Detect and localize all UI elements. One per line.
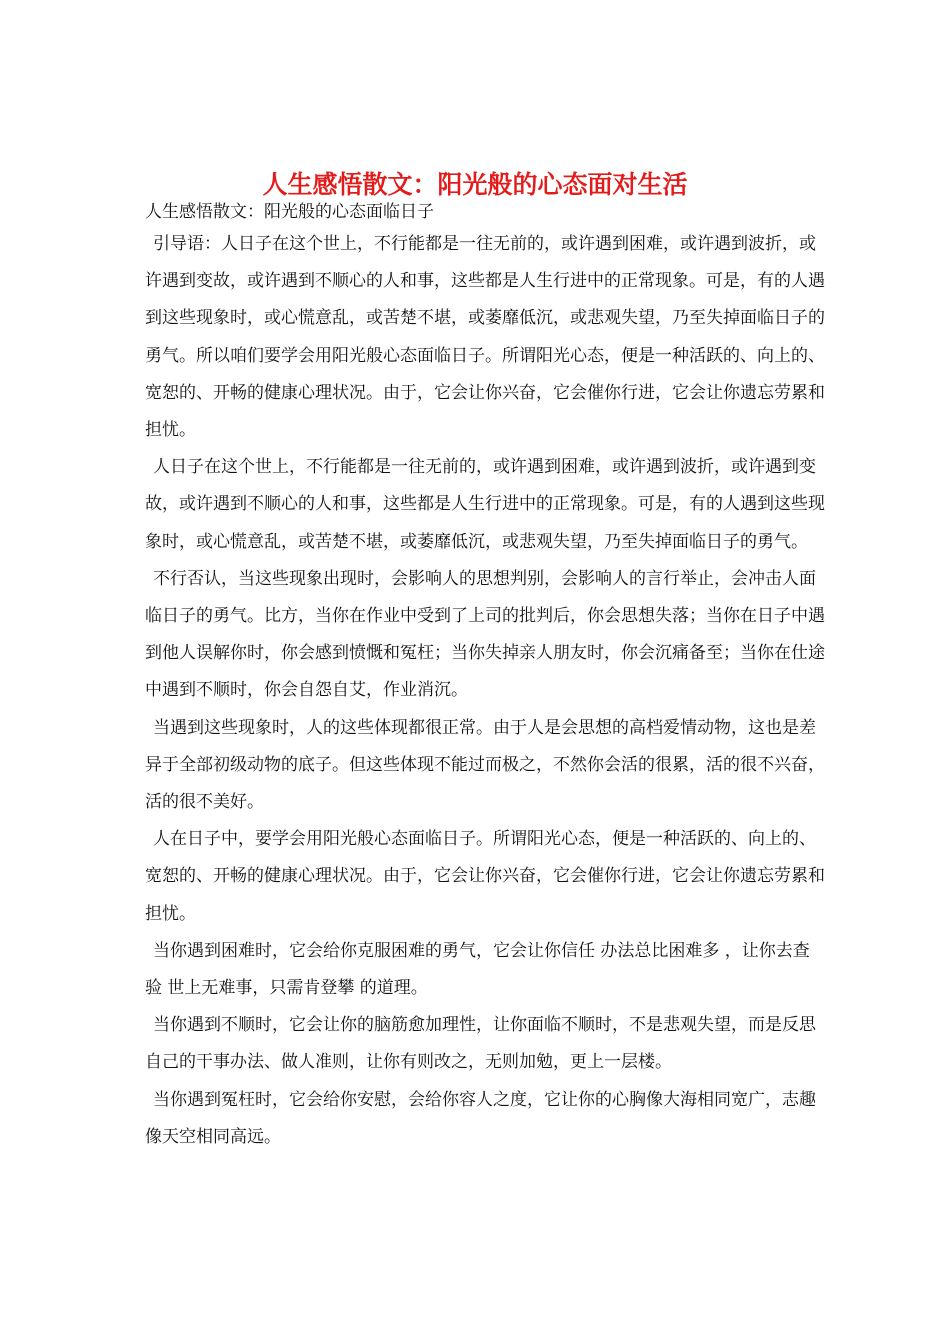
document-body (145, 199, 825, 1156)
document-subtitle: 人生感悟散文：阳光般的心态面临日子 (145, 202, 434, 222)
paragraph: 当你遇到冤枉时，它会给你安慰，会给你容人之度，它让你的心胸像大海相同宽广，志趣像天空相同高远。 (145, 1089, 816, 1147)
paragraph: 人日子在这个世上，不行能都是一往无前的，或许遇到困难，或许遇到波折，或许遇到变故，或许遇到不顺心的人和事，这些都是人生行进中的正常现象。可是，有的人遇到这些现象时，或心慌意乱，或苦楚不堪，或萎靡低沉，或悲观失望，乃至失掉面临日子的勇气。 (145, 457, 825, 552)
paragraph: 人在日子中，要学会用阳光般心态面临日子。所谓阳光心态，便是一种活跃的、向上的、宽恕的、开畅的健康心理状况。由于，它会让你兴奋，它会催你行进，它会让你遗忘劳累和担忧。 (145, 829, 825, 924)
paragraph: 不行否认，当这些现象出现时，会影响人的思想判别，会影响人的言行举止，会冲击人面临日子的勇气。比方，当你在作业中受到了上司的批判后，你会思想失落；当你在日子中遇到他人误解你时，你会感到愤慨和冤枉；当你失掉亲人朋友时，你会沉痛备至；当你在仕途中遇到不顺时，你会自怨自艾，作业消沉。 (145, 568, 825, 701)
paragraph: 引导语：人日子在这个世上，不行能都是一往无前的，或许遇到困难，或许遇到波折，或许遇到变故，或许遇到不顺心的人和事，这些都是人生行进中的正常现象。可是，有的人遇到这些现象时，或心慌意乱，或苦楚不堪，或萎靡低沉，或悲观失望，乃至失掉面临日子的勇气。所以咱们要学会用阳光般心态面临日子。所谓阳光心态，便是一种活跃的、向上的、宽恕的、开畅的健康心理状况。由于，它会让你兴奋，它会催你行进，它会让你遗忘劳累和担忧。 (145, 234, 825, 441)
paragraph: 当遇到这些现象时，人的这些体现都很正常。由于人是会思想的高档爱情动物，这也是差异于全部初级动物的底子。但这些体现不能过而极之，不然你会活的很累，活的很不兴奋，活的很不美好。 (145, 717, 825, 813)
document-title: 人生感悟散文：阳光般的心态面对生活 (262, 169, 688, 199)
paragraph: 当你遇到困难时，它会给你克服困难的勇气，它会让你信任 办法总比困难多 ，让你去查验 世上无难事，只需肯登攀 的道理。 (145, 940, 810, 999)
paragraph: 当你遇到不顺时，它会让你的脑筋愈加理性，让你面临不顺时，不是悲观失望，而是反思自己的干事办法、做人准则，让你有则改之，无则加勉，更上一层楼。 (145, 1015, 816, 1073)
